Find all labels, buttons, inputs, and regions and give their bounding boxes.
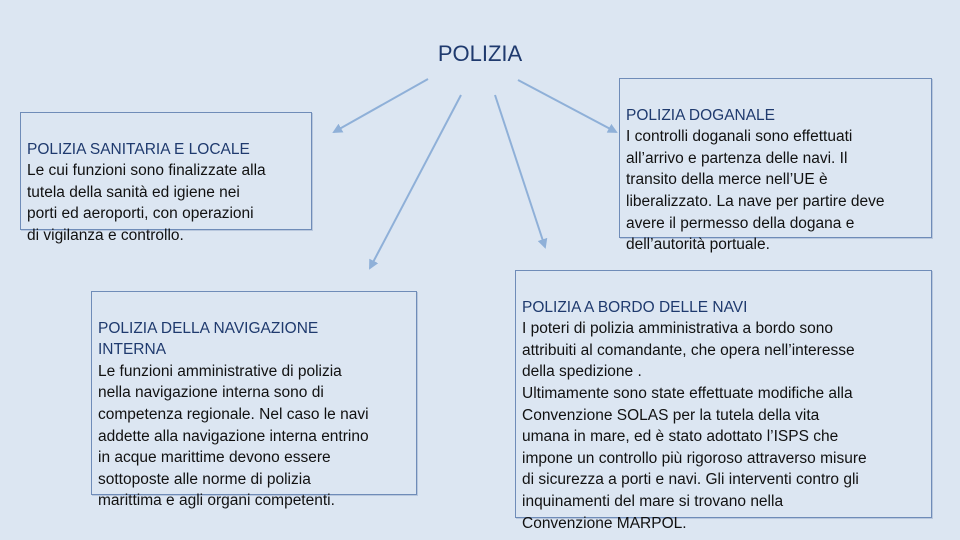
arrow-to-sanitaria [334, 79, 428, 132]
node-heading: POLIZIA DELLA NAVIGAZIONE INTERNA [98, 319, 319, 359]
node-polizia-navigazione [91, 291, 417, 510]
node-heading: POLIZIA DOGANALE [626, 106, 776, 124]
node-body: Le funzioni amministrative di polizia nella navigazione interna sono di competenza regionale. Nel caso le navi addette alla navigazione interna entrino in acque marittime devono essere sottoposte alle norme di polizia marittima e agli organi competenti. [98, 362, 369, 510]
node-heading: POLIZIA A BORDO DELLE NAVI [522, 298, 748, 316]
node-body: I controlli doganali sono effettuati all’arrivo e partenza delle navi. Il transito della merce nell’UE è liberalizzato. La nave per partire deve avere il permesso della dogana e dell’autorità portuale. [626, 128, 885, 254]
node-polizia-doganale [619, 78, 932, 254]
arrow-to-doganale [518, 80, 616, 132]
node-body: I poteri di polizia amministrativa a bordo sono attribuiti al comandante, che opera nell’interesse della spedizione . Ultimamente sono state effettuate modifiche alla Convenzione SOLAS per la tutela della vita umana in mare, ed è stato adottato l’ISPS che impone un controllo più rigoroso attraverso misure di sicurezza a porti e navi. Gli interventi contro gli inquinamenti del mare si trovano nella Convenzione MARPOL. [522, 320, 867, 532]
arrow-to-navigazione [370, 95, 461, 268]
node-heading: POLIZIA SANITARIA E LOCALE [27, 140, 250, 158]
diagram-title: POLIZIA [437, 41, 523, 66]
node-polizia-bordo [515, 270, 932, 532]
node-polizia-sanitaria [20, 112, 312, 244]
arrow-to-bordo [495, 95, 545, 247]
node-body: Le cui funzioni sono finalizzate alla tutela della sanità ed igiene nei porti ed aeroporti, con operazioni di vigilanza e controllo. [27, 162, 266, 244]
